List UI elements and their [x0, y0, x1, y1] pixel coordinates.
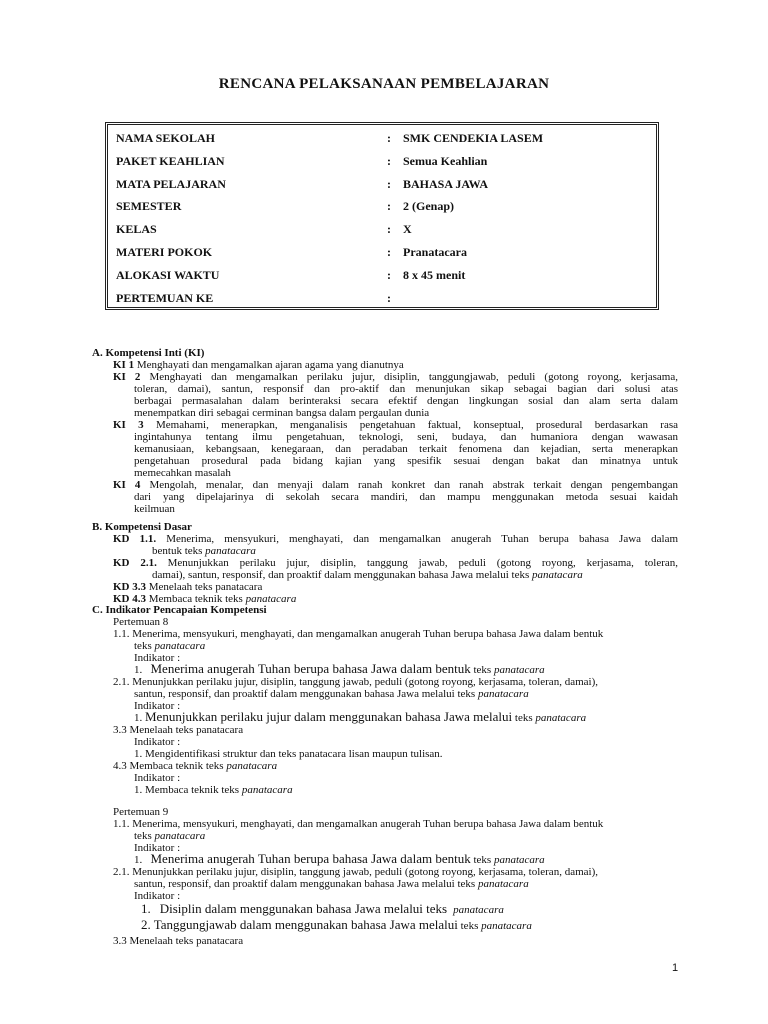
- section-b-heading: B. Kompetensi Dasar: [92, 521, 192, 533]
- indicator-item: [134, 711, 586, 724]
- identity-colon: :: [387, 154, 391, 168]
- kd-1-1: [113, 533, 678, 545]
- indicator-text: teks: [470, 664, 494, 676]
- ki-4: [113, 479, 678, 491]
- kd-2-1: [113, 557, 678, 569]
- ki-3: [113, 419, 678, 431]
- identity-key: KELAS: [116, 222, 157, 236]
- panatacara-term: panatacara: [154, 640, 206, 652]
- panatacara-term: panatacara: [535, 712, 587, 724]
- indicator-text: 1. Membaca teknik teks: [134, 784, 242, 796]
- kd-label: KD 1.1.: [113, 533, 157, 545]
- indicator-text: santun, responsif, dan proaktif dalam menggunakan bahasa Jawa melalui teks: [134, 878, 478, 890]
- kd-3-3: [113, 581, 262, 593]
- panatacara-term: panatacara: [241, 784, 293, 796]
- indicator-text: Tanggungjawab dalam menggunakan bahasa Jawa melalui: [153, 917, 458, 932]
- kd-text: Menunjukkan perilaku jujur, disiplin, tanggung jawab, peduli (gotong royong, kerjasama, toleran,: [156, 557, 679, 569]
- indicator-3-3: 3.3 Menelaah teks panatacara: [113, 935, 244, 947]
- page-number: 1: [672, 962, 679, 974]
- indicator-line: [134, 878, 529, 890]
- identity-key: NAMA SEKOLAH: [116, 131, 216, 145]
- identity-colon: :: [387, 268, 391, 282]
- identity-colon: :: [387, 177, 391, 191]
- ki-label: KI 2: [113, 371, 141, 383]
- panatacara-term: panatacara: [245, 593, 297, 605]
- ki-text-line: pengetahuan prosedural pada bidang kajian yang spesifik sesuai dengan bakat dan minatnya untuk: [134, 455, 678, 467]
- indikator-label: Indikator :: [134, 842, 181, 854]
- identity-value: BAHASA JAWA: [403, 177, 489, 191]
- ki-text-line: keilmuan: [134, 503, 175, 515]
- panatacara-term: panatacara: [481, 920, 532, 932]
- item-number: 2.: [141, 917, 151, 932]
- identity-colon: :: [387, 291, 391, 305]
- indicator-text: Menerima anugerah Tuhan berupa bahasa Jawa dalam bentuk: [150, 851, 471, 866]
- panatacara-term: panatacara: [477, 878, 529, 890]
- indicator-item: [141, 919, 532, 932]
- kd-text: Menelaah teks panatacara: [146, 581, 263, 593]
- indicator-2-1: 2.1. Menunjukkan perilaku jujur, disiplin, tanggung jawab, peduli (gotong royong, kerjasama, toleran, damai),: [113, 676, 598, 688]
- panatacara-term: panatacara: [453, 904, 504, 916]
- identity-row: [116, 245, 652, 261]
- identity-row: [116, 222, 652, 238]
- ki-label: KI 4: [113, 479, 141, 491]
- ki-text: Menghayati dan mengamalkan ajaran agama yang dianutnya: [134, 359, 404, 371]
- indikator-label: Indikator :: [134, 890, 181, 902]
- ki-text-line: memecahkan masalah: [134, 467, 231, 479]
- indikator-label: Indikator :: [134, 700, 181, 712]
- indicator-text: teks: [457, 920, 482, 932]
- section-a-heading: A. Kompetensi Inti (KI): [92, 347, 205, 359]
- ki-2: [113, 371, 678, 383]
- indicator-item: [134, 784, 293, 796]
- indicator-2-1: 2.1. Menunjukkan perilaku jujur, disiplin, tanggung jawab, peduli (gotong royong, kerjasama, toleran, damai),: [113, 866, 598, 878]
- panatacara-term: panatacara: [154, 830, 206, 842]
- identity-key: MATA PELAJARAN: [116, 177, 226, 191]
- identity-key: PERTEMUAN KE: [116, 291, 214, 305]
- identity-colon: :: [387, 222, 391, 236]
- indicator-text: teks: [134, 830, 155, 842]
- item-number: 1.: [141, 901, 151, 916]
- identity-value: Semua Keahlian: [403, 154, 488, 168]
- kd-text-line: [152, 569, 583, 581]
- indicator-item: 1. Mengidentifikasi struktur dan teks panatacara lisan maupun tulisan.: [134, 748, 443, 760]
- indicator-text: Disiplin dalam menggunakan bahasa Jawa melalui teks: [159, 901, 448, 916]
- panatacara-term: panatacara: [205, 545, 256, 557]
- indicator-text: 4.3 Membaca teknik teks: [113, 760, 227, 772]
- ki-text-line: berbagai permasalahan dalam berinteraksi secara efektif dengan lingkungan sosial dan alam serta dalam: [134, 395, 678, 407]
- indicator-item: [141, 903, 504, 916]
- ki-1: [113, 359, 404, 371]
- kd-text-line: [152, 545, 256, 557]
- kd-label: KD 2.1.: [113, 557, 157, 569]
- ki-text-line: menempatkan diri sebagai cerminan bangsa dalam pergaulan dunia: [134, 407, 430, 419]
- identity-key: ALOKASI WAKTU: [116, 268, 220, 282]
- indicator-text: Menerima anugerah Tuhan berupa bahasa Jawa dalam bentuk: [150, 661, 471, 676]
- kd-label: KD 4.3: [113, 593, 146, 605]
- identity-row: [116, 131, 652, 147]
- indicator-4-3: [113, 760, 277, 772]
- identity-key: MATERI POKOK: [116, 245, 213, 259]
- identity-value: 2 (Genap): [403, 199, 454, 213]
- identity-row: [116, 199, 652, 215]
- ki-text-line: ingintahunya tentang ilmu pengetahuan, teknologi, seni, budaya, dan humaniora dengan wawasan: [134, 431, 678, 443]
- indikator-label: Indikator :: [134, 652, 181, 664]
- identity-colon: :: [387, 131, 391, 145]
- indicator-text: santun, responsif, dan proaktif dalam menggunakan bahasa Jawa melalui teks: [134, 688, 478, 700]
- indicator-text: teks: [512, 712, 536, 724]
- meeting-8-label: Pertemuan 8: [113, 616, 169, 628]
- identity-key: PAKET KEAHLIAN: [116, 154, 225, 168]
- panatacara-term: panatacara: [532, 569, 583, 581]
- identity-colon: :: [387, 245, 391, 259]
- document-title: RENCANA PELAKSANAAN PEMBELAJARAN: [218, 76, 550, 92]
- kd-text: bentuk teks: [152, 545, 206, 557]
- identity-colon: :: [387, 199, 391, 213]
- indicator-line: [134, 830, 205, 842]
- kd-label: KD 3.3: [113, 581, 146, 593]
- ki-label: KI 3: [113, 419, 144, 431]
- section-c-heading: C. Indikator Pencapaian Kompetensi: [92, 604, 267, 616]
- indicator-item: [134, 853, 545, 866]
- ki-text: Mengolah, menalar, dan menyaji dalam ranah konkret dan ranah abstrak terkait dengan pengembangan: [140, 479, 679, 491]
- kd-text: damai), santun, responsif, dan proaktif dalam menggunakan bahasa Jawa melalui teks: [152, 569, 532, 581]
- indicator-1-1: 1.1. Menerima, mensyukuri, menghayati, dan mengamalkan anugerah Tuhan berupa bahasa Jawa dalam bentuk: [113, 818, 604, 830]
- meeting-9-label: Pertemuan 9: [113, 806, 169, 818]
- indicator-text: teks: [134, 640, 155, 652]
- ki-text-line: toleran, damai), santun, responsif dan pro-aktif dan menunjukan sikap sebagai bagian dari solusi atas: [134, 383, 678, 395]
- item-number: 1.: [134, 712, 143, 724]
- indicator-text: Menunjukkan perilaku jujur dalam menggunakan bahasa Jawa melalui: [145, 709, 513, 724]
- indikator-label: Indikator :: [134, 772, 181, 784]
- indikator-label: Indikator :: [134, 736, 181, 748]
- indicator-line: [134, 640, 205, 652]
- panatacara-term: panatacara: [493, 664, 545, 676]
- identity-value: Pranatacara: [403, 245, 467, 259]
- ki-text: Menghayati dan mengamalkan perilaku jujur, disiplin, tanggungjawab, peduli (gotong royong, kerjasama,: [140, 371, 678, 383]
- item-number: 1.: [134, 664, 143, 676]
- identity-value: 8 x 45 menit: [403, 268, 466, 282]
- identity-row: [116, 268, 652, 284]
- identity-table: [105, 122, 659, 310]
- identity-row: [116, 291, 652, 307]
- identity-value: SMK CENDEKIA LASEM: [403, 131, 544, 145]
- panatacara-term: panatacara: [226, 760, 278, 772]
- indicator-item: [134, 663, 545, 676]
- indicator-text: teks: [470, 854, 494, 866]
- indicator-1-1: 1.1. Menerima, mensyukuri, menghayati, dan mengamalkan anugerah Tuhan berupa bahasa Jawa dalam bentuk: [113, 628, 604, 640]
- identity-row: [116, 177, 652, 193]
- identity-key: SEMESTER: [116, 199, 182, 213]
- identity-value: X: [403, 222, 412, 236]
- ki-text-line: dari yang dipelajarinya di sekolah secara mandiri, dan mampu menggunakan metoda sesuai kaidah: [134, 491, 678, 503]
- kd-text: Membaca teknik teks: [146, 593, 246, 605]
- indicator-3-3: 3.3 Menelaah teks panatacara: [113, 724, 244, 736]
- kd-text: Menerima, mensyukuri, menghayati, dan mengamalkan anugerah Tuhan berupa bahasa Jawa dalam: [156, 533, 679, 545]
- ki-text-line: kemanusiaan, kebangsaan, kenegaraan, dan peradaban terkait fenomena dan kejadian, serta menerapkan: [134, 443, 678, 455]
- ki-text: Memahami, menerapkan, menganalisis pengetahuan faktual, konseptual, prosedural berdasarkan rasa: [143, 419, 678, 431]
- item-number: 1.: [134, 854, 143, 866]
- ki-label: KI 1: [113, 359, 135, 371]
- indicator-line: [134, 688, 529, 700]
- panatacara-term: panatacara: [493, 854, 545, 866]
- panatacara-term: panatacara: [477, 688, 529, 700]
- identity-row: [116, 154, 652, 170]
